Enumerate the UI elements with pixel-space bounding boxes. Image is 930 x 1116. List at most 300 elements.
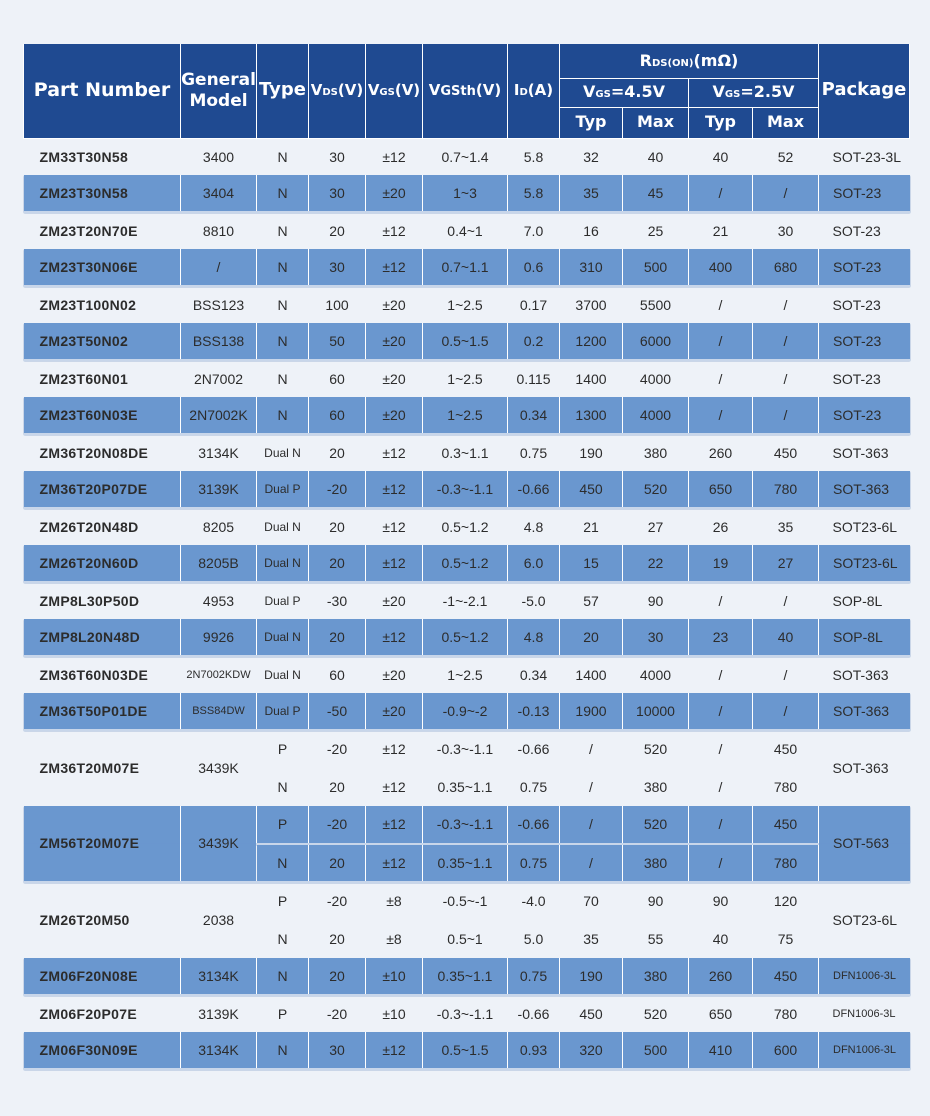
vds: 20 — [329, 518, 345, 535]
table-row — [24, 138, 910, 175]
rds-max-4-5v: 4000 — [639, 666, 672, 683]
id: 4.8 — [508, 619, 560, 656]
id: 0.93 — [508, 1032, 560, 1069]
rds-typ-2-5v: / — [689, 175, 753, 212]
rds-typ-2-5v: / — [718, 741, 723, 757]
vgsth: -0.3~-1.1 — [436, 1005, 494, 1022]
type: Dual P — [257, 693, 309, 730]
part-number: ZM26T20M50 — [39, 912, 130, 928]
package: SOP-8L — [832, 592, 883, 609]
vgs: ±12 — [382, 222, 406, 239]
vgsth: 1~2.5 — [447, 666, 483, 683]
table-row — [24, 434, 910, 471]
table-row — [24, 582, 910, 619]
general-model: 8205 — [202, 518, 235, 535]
id: 5.8 — [508, 175, 560, 212]
rds-max-4-5v: 520 — [623, 806, 689, 844]
rds-typ-2-5v: / — [718, 666, 723, 683]
rds-max-4-5v: 55 — [647, 930, 664, 947]
vgs: ±20 — [366, 323, 423, 360]
vgsth: 0.35~1.1 — [437, 778, 493, 795]
id: 0.75 — [519, 444, 548, 461]
vgsth: -0.3~-1.1 — [436, 741, 494, 757]
vds: -20 — [309, 806, 366, 844]
vds: 30 — [309, 1032, 366, 1069]
part-number: ZM23T100N02 — [39, 296, 137, 313]
vgs: ±8 — [386, 930, 402, 947]
rds-max-2-5v: 780 — [773, 1005, 798, 1022]
vds: 20 — [309, 958, 366, 995]
package: SOT-363 — [832, 760, 889, 776]
id: 0.115 — [516, 370, 551, 387]
type: Dual N — [257, 545, 309, 582]
vgsth: 0.35~1.1 — [423, 958, 508, 995]
rds-max-2-5v: 600 — [753, 1032, 819, 1069]
general-model: 3439K — [181, 806, 257, 882]
general-model: 9926 — [181, 619, 257, 656]
part-number: ZM23T60N01 — [39, 370, 129, 387]
id: 0.34 — [508, 397, 560, 434]
rds-typ-4-5v: 1400 — [575, 666, 607, 683]
type: Dual N — [264, 667, 301, 682]
id: 4.8 — [523, 518, 544, 535]
rds-max-4-5v: 380 — [643, 778, 668, 795]
part-number: ZM23T30N06E — [24, 249, 181, 286]
package: SOT-23 — [819, 175, 910, 212]
rds-max-4-5v: 520 — [623, 471, 689, 508]
rds-typ-4-5v: 21 — [583, 518, 599, 535]
rds-typ-4-5v: 320 — [560, 1032, 623, 1069]
rds-typ-4-5v: 1400 — [575, 370, 607, 387]
header-part-number: Part Number — [24, 44, 181, 138]
header-max-2-5v: Max — [753, 107, 819, 138]
rds-typ-2-5v: / — [718, 370, 723, 387]
package: SOT-363 — [819, 693, 910, 730]
table-row — [24, 619, 910, 656]
header-id: ID(A) — [508, 44, 560, 138]
vgs: ±12 — [382, 778, 406, 795]
rds-max-2-5v: 27 — [753, 545, 819, 582]
rds-typ-4-5v: 450 — [560, 471, 623, 508]
vds: 60 — [309, 397, 366, 434]
rds-typ-2-5v: / — [689, 806, 753, 844]
rds-typ-2-5v: 19 — [689, 545, 753, 582]
rds-max-2-5v: 40 — [753, 619, 819, 656]
general-model: 2N7002K — [181, 397, 257, 434]
vgsth: -1~-2.1 — [442, 592, 488, 609]
vds: -20 — [326, 893, 348, 909]
vgsth: 0.5~1.5 — [423, 1032, 508, 1069]
vgsth: 0.5~1.2 — [423, 619, 508, 656]
rds-typ-2-5v: / — [718, 778, 723, 795]
type: N — [257, 397, 309, 434]
rds-max-4-5v: 380 — [623, 958, 689, 995]
general-model: BSS84DW — [181, 693, 257, 730]
rds-typ-2-5v: 26 — [712, 518, 729, 535]
id: 0.2 — [508, 323, 560, 360]
mosfet-selection-table — [23, 44, 909, 1070]
general-model: 3134K — [181, 958, 257, 995]
header-package: Package — [819, 44, 910, 138]
package: SOT23-6L — [832, 518, 898, 535]
vgsth: -0.5~-1 — [442, 893, 488, 909]
package: SOP-8L — [819, 619, 910, 656]
rds-typ-2-5v: 21 — [712, 222, 729, 239]
part-number: ZMP8L30P50D — [39, 592, 140, 609]
header-type: Type — [257, 44, 309, 138]
general-model: 4953 — [202, 592, 235, 609]
vds: 20 — [329, 778, 345, 795]
rds-typ-4-5v: 450 — [579, 1005, 603, 1022]
type: N — [257, 1032, 309, 1069]
package: SOT23-6L — [819, 545, 910, 582]
rds-typ-4-5v: 20 — [560, 619, 623, 656]
table-row — [24, 730, 910, 768]
rds-typ-2-5v: / — [689, 844, 753, 882]
vgs: ±12 — [366, 806, 423, 844]
type: N — [257, 323, 309, 360]
package: SOT-23 — [819, 249, 910, 286]
rds-max-4-5v: 380 — [623, 844, 689, 882]
part-number: ZM36T50P01DE — [24, 693, 181, 730]
rds-max-4-5v: 380 — [643, 444, 668, 461]
rds-max-2-5v: 75 — [777, 930, 794, 947]
type: Dual N — [264, 445, 301, 460]
general-model: 3439K — [198, 760, 239, 776]
vds: -50 — [309, 693, 366, 730]
general-model: 8810 — [202, 222, 235, 239]
rds-max-2-5v: / — [783, 592, 788, 609]
header-vgs-4-5v: VGS=4.5V — [560, 78, 689, 107]
id: 6.0 — [508, 545, 560, 582]
vgsth: 0.3~1.1 — [441, 444, 489, 461]
vds: 60 — [329, 666, 345, 683]
rds-typ-2-5v: 400 — [689, 249, 753, 286]
table-row — [24, 175, 910, 212]
type: Dual N — [257, 619, 309, 656]
part-number: ZM06F30N09E — [24, 1032, 181, 1069]
vgs: ±12 — [382, 741, 406, 757]
table-row — [24, 212, 910, 249]
vgsth: 0.4~1 — [447, 222, 483, 239]
part-number: ZM56T20M07E — [24, 806, 181, 882]
part-number: ZM36T60N03DE — [39, 666, 149, 683]
rds-max-2-5v: 450 — [753, 958, 819, 995]
vgsth: 1~3 — [423, 175, 508, 212]
vds: 50 — [309, 323, 366, 360]
vgsth: 0.35~1.1 — [423, 844, 508, 882]
rds-max-4-5v: 500 — [623, 1032, 689, 1069]
rds-typ-2-5v: 410 — [689, 1032, 753, 1069]
rds-max-4-5v: 27 — [647, 518, 664, 535]
vgsth: -0.3~-1.1 — [423, 806, 508, 844]
type: N — [257, 175, 309, 212]
package: SOT-363 — [832, 444, 889, 461]
table-row — [24, 249, 910, 286]
id: 0.6 — [508, 249, 560, 286]
vds: 20 — [309, 619, 366, 656]
vgs: ±20 — [382, 666, 406, 683]
vgs: ±20 — [366, 175, 423, 212]
id: -0.66 — [517, 1005, 550, 1022]
rds-typ-2-5v: / — [718, 592, 723, 609]
part-number: ZM26T20N60D — [24, 545, 181, 582]
general-model: 3134K — [198, 444, 239, 461]
rds-max-2-5v: 35 — [777, 518, 794, 535]
rds-typ-2-5v: 40 — [712, 148, 729, 165]
vds: 20 — [329, 444, 345, 461]
type: N — [277, 222, 288, 239]
vgs: ±12 — [382, 444, 406, 461]
vds: -30 — [326, 592, 348, 609]
part-number: ZM36T20M07E — [39, 760, 140, 776]
type: Dual P — [257, 471, 309, 508]
rds-max-2-5v: / — [753, 693, 819, 730]
package: SOT-23 — [819, 323, 910, 360]
package: SOT-23 — [832, 222, 881, 239]
table-row — [24, 806, 910, 844]
id: 0.75 — [508, 844, 560, 882]
general-model: 2038 — [202, 912, 235, 928]
rds-max-4-5v: 5500 — [639, 296, 672, 313]
id: 0.75 — [519, 778, 548, 795]
table-row — [24, 360, 910, 397]
rds-max-2-5v: / — [753, 175, 819, 212]
vgsth: 0.5~1.2 — [423, 545, 508, 582]
rds-typ-2-5v: / — [718, 296, 723, 313]
general-model: / — [181, 249, 257, 286]
header-rds-on: RDS(ON)(mΩ) — [560, 44, 819, 78]
part-number: ZM23T60N03E — [24, 397, 181, 434]
type: N — [257, 958, 309, 995]
type: P — [257, 806, 309, 844]
rds-typ-4-5v: 3700 — [575, 296, 607, 313]
rds-typ-2-5v: 260 — [689, 958, 753, 995]
rds-max-4-5v: 4000 — [623, 397, 689, 434]
rds-max-4-5v: 4000 — [639, 370, 672, 387]
rds-max-2-5v: / — [753, 397, 819, 434]
rds-max-2-5v: 780 — [753, 844, 819, 882]
rds-max-4-5v: 10000 — [623, 693, 689, 730]
header-typ-2-5v: Typ — [689, 107, 753, 138]
package: DFN1006-3L — [832, 1007, 896, 1020]
table-row — [24, 656, 910, 693]
type: N — [277, 778, 288, 795]
type: N — [257, 844, 309, 882]
type: Dual P — [264, 593, 301, 608]
id: -0.66 — [517, 741, 550, 757]
vds: -20 — [326, 1005, 348, 1022]
rds-max-4-5v: 6000 — [623, 323, 689, 360]
package: SOT-23 — [832, 370, 881, 387]
general-model: 3400 — [202, 148, 235, 165]
package: DFN1006-3L — [819, 1032, 910, 1069]
rds-typ-2-5v: / — [689, 323, 753, 360]
part-number: ZM23T20N70E — [39, 222, 138, 239]
rds-max-2-5v: 680 — [753, 249, 819, 286]
rds-typ-4-5v: 16 — [583, 222, 599, 239]
header-vgsth: VGSth(V) — [423, 44, 508, 138]
vgsth: 0.5~1.2 — [441, 518, 489, 535]
general-model: 8205B — [181, 545, 257, 582]
vgs: ±20 — [382, 370, 406, 387]
vds: 20 — [329, 930, 345, 947]
table-row — [24, 995, 910, 1032]
id: -5.0 — [521, 592, 546, 609]
table-row — [24, 545, 910, 582]
id: 5.8 — [523, 148, 544, 165]
rds-max-4-5v: 30 — [623, 619, 689, 656]
id: 0.17 — [519, 296, 548, 313]
id: 0.34 — [519, 666, 548, 683]
vgs: ±20 — [366, 397, 423, 434]
rds-max-2-5v: 450 — [773, 444, 798, 461]
rds-typ-2-5v: 650 — [708, 1005, 733, 1022]
type: N — [277, 930, 288, 947]
rds-max-4-5v: 90 — [647, 592, 664, 609]
vds: 30 — [309, 249, 366, 286]
table-row — [24, 471, 910, 508]
table-row — [24, 508, 910, 545]
vds: 30 — [329, 148, 345, 165]
vgsth: -0.9~-2 — [423, 693, 508, 730]
package: SOT-363 — [819, 471, 910, 508]
table-row — [24, 286, 910, 323]
vgs: ±20 — [382, 296, 406, 313]
package: SOT-23 — [832, 296, 881, 313]
rds-typ-2-5v: 260 — [708, 444, 733, 461]
vds: 100 — [325, 296, 349, 313]
rds-typ-4-5v: 70 — [583, 893, 599, 909]
header-max-4-5v: Max — [623, 107, 689, 138]
package: DFN1006-3L — [819, 958, 910, 995]
rds-typ-4-5v: 57 — [583, 592, 599, 609]
vgs: ±12 — [366, 619, 423, 656]
rds-max-2-5v: / — [783, 370, 788, 387]
vds: 20 — [329, 222, 345, 239]
id: -0.66 — [508, 471, 560, 508]
vds: 20 — [309, 545, 366, 582]
table-row — [24, 693, 910, 730]
package: SOT-23-3L — [832, 148, 901, 165]
vgsth: 0.7~1.1 — [423, 249, 508, 286]
rds-max-2-5v: 450 — [773, 741, 798, 757]
header-typ-4-5v: Typ — [560, 107, 623, 138]
type: P — [277, 741, 288, 757]
vgsth: -0.3~-1.1 — [423, 471, 508, 508]
general-model: 3139K — [198, 1005, 239, 1022]
rds-typ-4-5v: / — [560, 806, 623, 844]
rds-typ-4-5v: 1300 — [560, 397, 623, 434]
vgs: ±8 — [386, 893, 402, 909]
vgsth: 0.7~1.4 — [441, 148, 489, 165]
part-number: ZM33T30N58 — [39, 148, 129, 165]
rds-max-2-5v: 450 — [753, 806, 819, 844]
type: N — [277, 148, 288, 165]
vgs: ±10 — [382, 1005, 406, 1022]
general-model: 2N7002 — [193, 370, 244, 387]
header-general-model: General Model — [181, 44, 257, 138]
table-row — [24, 1032, 910, 1069]
rds-typ-4-5v: 15 — [560, 545, 623, 582]
rds-max-4-5v: 500 — [623, 249, 689, 286]
vgs: ±20 — [382, 592, 406, 609]
id: 7.0 — [523, 222, 544, 239]
id: 0.75 — [508, 958, 560, 995]
vgsth: 1~2.5 — [423, 397, 508, 434]
part-number: ZM06F20P07E — [39, 1005, 137, 1022]
vgs: ±10 — [366, 958, 423, 995]
rds-typ-4-5v: 32 — [583, 148, 599, 165]
rds-typ-4-5v: / — [589, 741, 593, 757]
part-number: ZM36T20P07DE — [24, 471, 181, 508]
package: SOT-563 — [819, 806, 910, 882]
part-number: ZM26T20N48D — [39, 518, 139, 535]
rds-max-4-5v: 90 — [647, 893, 664, 909]
rds-typ-4-5v: 35 — [560, 175, 623, 212]
rds-max-4-5v: 25 — [647, 222, 664, 239]
vgsth: 1~2.5 — [447, 370, 483, 387]
rds-max-2-5v: / — [783, 296, 788, 313]
type: P — [277, 893, 288, 909]
table-row — [24, 397, 910, 434]
vgs: ±12 — [366, 844, 423, 882]
vgsth: 0.5~1 — [447, 930, 483, 947]
vds: -20 — [326, 741, 348, 757]
rds-max-4-5v: 40 — [647, 148, 664, 165]
header-vgs: VGS(V) — [366, 44, 423, 138]
part-number: ZM36T20N08DE — [39, 444, 149, 461]
rds-max-4-5v: 22 — [623, 545, 689, 582]
rds-typ-4-5v: 35 — [583, 930, 599, 947]
part-number: ZM06F20N08E — [24, 958, 181, 995]
part-number: ZM23T30N58 — [24, 175, 181, 212]
vgs: ±12 — [382, 148, 406, 165]
package: SOT-23 — [819, 397, 910, 434]
package: SOT-363 — [832, 666, 889, 683]
rds-typ-2-5v: 23 — [689, 619, 753, 656]
general-model: 3139K — [181, 471, 257, 508]
general-model: BSS138 — [181, 323, 257, 360]
rds-max-2-5v: / — [753, 323, 819, 360]
header-vds: VDS(V) — [309, 44, 366, 138]
type: Dual N — [264, 519, 301, 534]
rds-typ-4-5v: 1900 — [560, 693, 623, 730]
vds: 20 — [309, 844, 366, 882]
type: N — [257, 249, 309, 286]
id: -0.13 — [508, 693, 560, 730]
vds: 30 — [309, 175, 366, 212]
rds-max-2-5v: 52 — [777, 148, 794, 165]
rds-typ-4-5v: / — [589, 778, 593, 795]
rds-max-2-5v: / — [783, 666, 788, 683]
vds: -20 — [309, 471, 366, 508]
rds-typ-2-5v: 90 — [712, 893, 729, 909]
rds-max-4-5v: 520 — [643, 741, 668, 757]
type: P — [277, 1005, 288, 1022]
rds-typ-4-5v: 190 — [560, 958, 623, 995]
rds-max-2-5v: 120 — [773, 893, 798, 909]
vgs: ±12 — [366, 249, 423, 286]
rds-typ-2-5v: 40 — [712, 930, 729, 947]
rds-typ-2-5v: 650 — [689, 471, 753, 508]
rds-typ-4-5v: 1200 — [560, 323, 623, 360]
vgs: ±12 — [366, 1032, 423, 1069]
part-number: ZM23T50N02 — [24, 323, 181, 360]
general-model: BSS123 — [192, 296, 245, 313]
general-model: 2N7002KDW — [186, 668, 251, 681]
header-vgs-2-5v: VGS=2.5V — [689, 78, 819, 107]
